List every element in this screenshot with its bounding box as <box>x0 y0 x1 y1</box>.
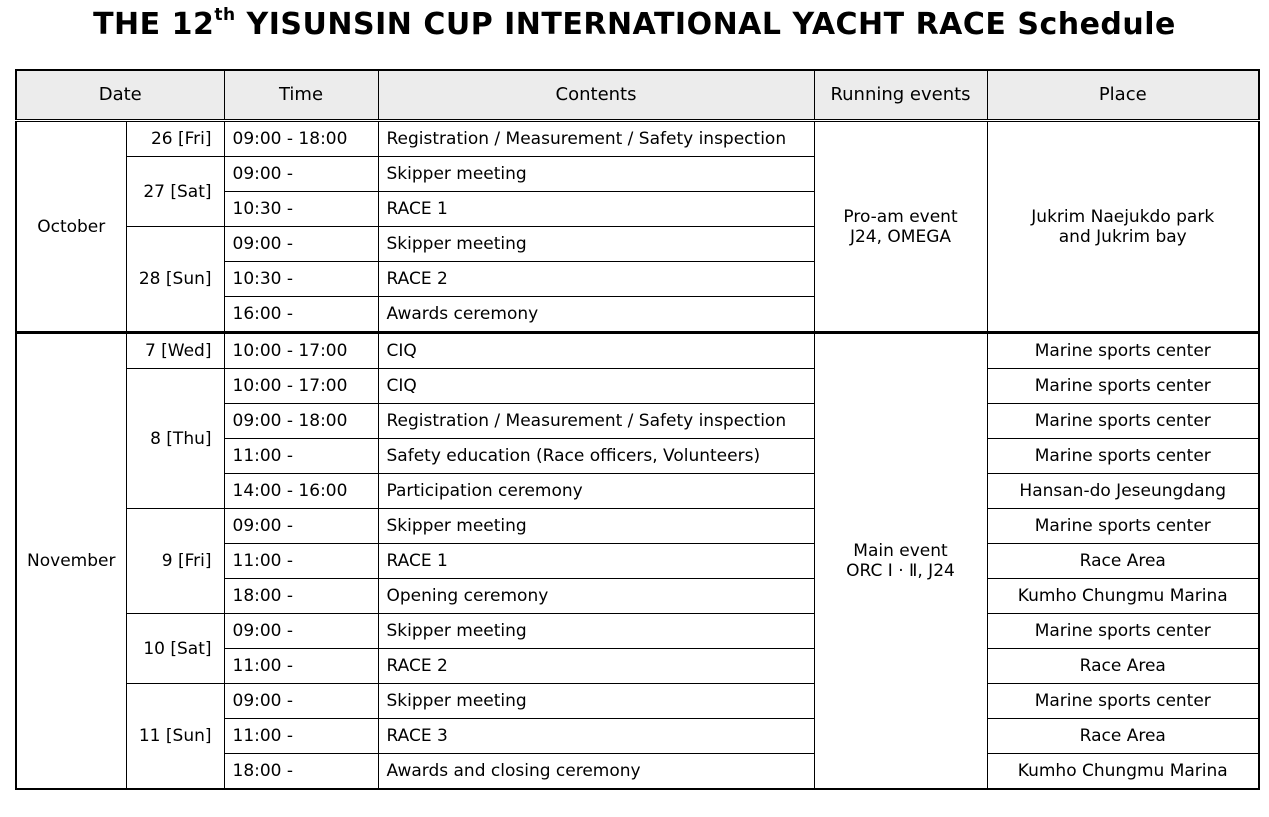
title-suffix: YISUNSIN CUP INTERNATIONAL YACHT RACE Schedule <box>235 7 1176 42</box>
time-cell: 11:00 - <box>224 439 378 474</box>
place-cell: Race Area <box>987 544 1259 579</box>
time-cell: 09:00 - <box>224 157 378 192</box>
time-cell: 10:00 - 17:00 <box>224 369 378 404</box>
content-cell: Skipper meeting <box>378 227 814 262</box>
content-cell: Registration / Measurement / Safety inspection <box>378 121 814 157</box>
header-row <box>16 70 1259 121</box>
content-cell: Skipper meeting <box>378 157 814 192</box>
content-cell: Awards and closing ceremony <box>378 754 814 790</box>
content-cell: RACE 1 <box>378 544 814 579</box>
content-cell: CIQ <box>378 369 814 404</box>
month-october: October <box>16 121 126 333</box>
place-cell: Kumho Chungmu Marina <box>987 754 1259 790</box>
place-cell: Race Area <box>987 649 1259 684</box>
table-row <box>16 509 1259 544</box>
header-time: Time <box>224 70 378 121</box>
content-cell: Opening ceremony <box>378 579 814 614</box>
header-date: Date <box>16 70 224 121</box>
header-contents: Contents <box>378 70 814 121</box>
place-cell: Marine sports center <box>987 404 1259 439</box>
content-cell: Participation ceremony <box>378 474 814 509</box>
running-event-line: ORC Ⅰ · Ⅱ, J24 <box>846 561 955 581</box>
time-cell: 09:00 - <box>224 509 378 544</box>
schedule-table <box>15 69 1260 790</box>
day-cell: 26 [Fri] <box>126 121 224 157</box>
running-event-november <box>814 333 987 790</box>
time-cell: 09:00 - 18:00 <box>224 121 378 157</box>
running-event-line: Main event <box>853 541 948 561</box>
time-cell: 11:00 - <box>224 544 378 579</box>
time-cell: 09:00 - <box>224 684 378 719</box>
time-cell: 11:00 - <box>224 719 378 754</box>
content-cell: Awards ceremony <box>378 297 814 333</box>
time-cell: 09:00 - 18:00 <box>224 404 378 439</box>
place-cell: Kumho Chungmu Marina <box>987 579 1259 614</box>
running-event-line: J24, OMEGA <box>849 226 952 247</box>
content-cell: Skipper meeting <box>378 684 814 719</box>
place-cell: Marine sports center <box>987 614 1259 649</box>
running-event-line: Pro-am event <box>843 206 958 227</box>
header-place: Place <box>987 70 1259 121</box>
content-cell: Skipper meeting <box>378 509 814 544</box>
time-cell: 16:00 - <box>224 297 378 333</box>
place-cell: Hansan-do Jeseungdang <box>987 474 1259 509</box>
time-cell: 11:00 - <box>224 649 378 684</box>
content-cell: RACE 2 <box>378 649 814 684</box>
table-row <box>16 369 1259 404</box>
title-sup: th <box>214 5 236 25</box>
table-row <box>16 121 1259 157</box>
place-cell: Marine sports center <box>987 439 1259 474</box>
content-cell: RACE 3 <box>378 719 814 754</box>
content-cell: RACE 1 <box>378 192 814 227</box>
day-cell: 28 [Sun] <box>126 227 224 333</box>
day-cell: 9 [Fri] <box>126 509 224 614</box>
time-cell: 14:00 - 16:00 <box>224 474 378 509</box>
day-cell: 10 [Sat] <box>126 614 224 684</box>
month-november: November <box>16 333 126 790</box>
time-cell: 18:00 - <box>224 579 378 614</box>
table-row <box>16 684 1259 719</box>
place-cell: Marine sports center <box>987 509 1259 544</box>
content-cell: Registration / Measurement / Safety inspection <box>378 404 814 439</box>
content-cell: RACE 2 <box>378 262 814 297</box>
day-cell: 11 [Sun] <box>126 684 224 790</box>
time-cell: 09:00 - <box>224 227 378 262</box>
table-row <box>16 614 1259 649</box>
place-line: Jukrim Naejukdo park <box>1031 206 1215 227</box>
time-cell: 10:30 - <box>224 192 378 227</box>
place-cell: Marine sports center <box>987 684 1259 719</box>
place-cell: Marine sports center <box>987 333 1259 369</box>
running-event-october <box>814 121 987 333</box>
day-cell: 8 [Thu] <box>126 369 224 509</box>
time-cell: 10:30 - <box>224 262 378 297</box>
place-cell: Race Area <box>987 719 1259 754</box>
time-cell: 09:00 - <box>224 614 378 649</box>
place-cell: Marine sports center <box>987 369 1259 404</box>
content-cell: Skipper meeting <box>378 614 814 649</box>
day-cell: 7 [Wed] <box>126 333 224 369</box>
page-title <box>0 4 1269 46</box>
table-row <box>16 333 1259 369</box>
content-cell: Safety education (Race officers, Volunteers) <box>378 439 814 474</box>
day-cell: 27 [Sat] <box>126 157 224 227</box>
title-prefix: THE 12 <box>93 7 215 42</box>
time-cell: 18:00 - <box>224 754 378 790</box>
place-october <box>987 121 1259 333</box>
place-line: and Jukrim bay <box>1058 226 1187 247</box>
header-running-events: Running events <box>814 70 987 121</box>
content-cell: CIQ <box>378 333 814 369</box>
time-cell: 10:00 - 17:00 <box>224 333 378 369</box>
